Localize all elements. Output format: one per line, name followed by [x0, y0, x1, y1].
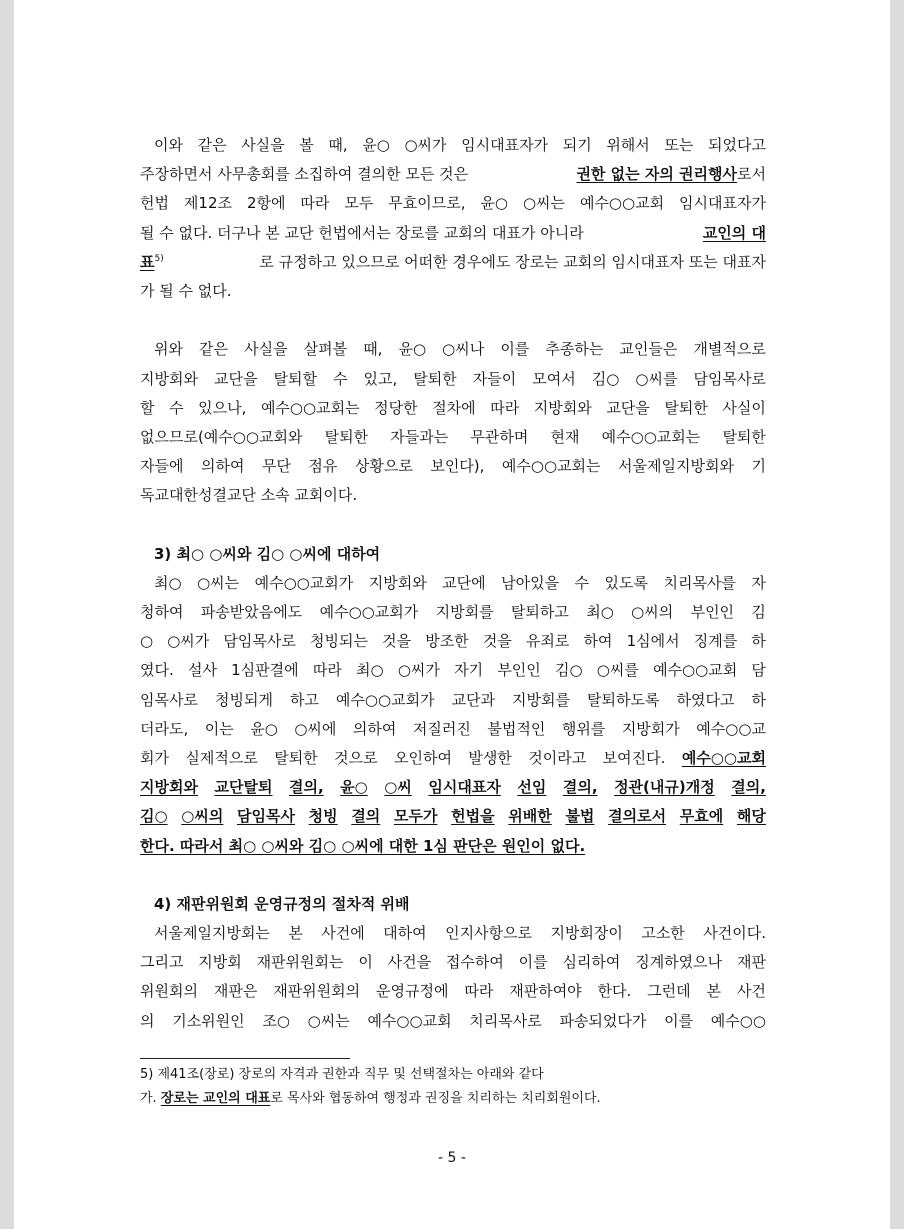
word: 본 [706, 982, 722, 1001]
word: 같은 [197, 136, 227, 154]
word: 서울제일지방회와 [618, 457, 734, 476]
paragraph-line [140, 977, 766, 1006]
word: 절차에 [432, 398, 476, 417]
word: 담임목사로 [223, 632, 296, 651]
word: 자 [751, 573, 766, 592]
word: 김 [751, 603, 766, 621]
word: 파송되었다가 [559, 1011, 647, 1030]
word: 지방회와 [368, 573, 427, 592]
word: 하여 [583, 632, 613, 651]
underlined-emphasis: 권한 없는 자의 권리행사 [576, 165, 738, 184]
word: 있고, [363, 369, 398, 388]
paragraph-line [140, 948, 766, 977]
word: 되기 [562, 136, 592, 154]
word: 기소위원인 [172, 1011, 245, 1030]
word: 추종하는 [545, 340, 604, 359]
word: 예수○○교회가 [254, 573, 354, 592]
word: 또는 [664, 136, 694, 154]
word: 이는 [204, 719, 234, 738]
word: ○씨의 [181, 807, 224, 826]
text-span: 로서 [737, 165, 766, 184]
word: 김○ [555, 661, 583, 680]
word: 고소한 [641, 924, 685, 943]
word: 김○ [591, 369, 620, 388]
word: 탈퇴한 [664, 398, 708, 417]
word: 탈퇴하도록 [587, 690, 660, 709]
word: 이를 [664, 1011, 694, 1030]
word: 2항에 [246, 194, 286, 213]
word: 행위를 [561, 719, 606, 738]
word: 지방회를 [435, 603, 494, 621]
text-span: 독교대한성결교단 소속 교회이다. [140, 486, 358, 505]
word: 사실을 [244, 340, 288, 359]
word: 하 [751, 690, 766, 709]
text-span: 로 목사와 협동하여 행정과 권징을 치리하는 치리회원이다. [270, 1091, 601, 1106]
word: 사실이 [722, 398, 766, 417]
section-heading: 4) 재판위원회 운영규정의 절차적 위배 [154, 894, 410, 913]
word: 윤○ [398, 340, 427, 359]
word: 따라 [300, 194, 330, 213]
paragraph-line [140, 919, 766, 948]
word: ○씨를 [635, 369, 678, 388]
word: 탈퇴한 [324, 427, 369, 446]
word: 1심에서 [626, 632, 680, 651]
word: 지방회 [198, 953, 242, 972]
word: 불법적인 [487, 719, 546, 738]
word: 같은 [199, 340, 229, 359]
word: 지방회와 [140, 369, 198, 388]
word: 따라 [464, 982, 494, 1001]
word: 지방회가 [621, 719, 680, 738]
word: 할 [140, 398, 155, 417]
text-span: 될 수 없다. 더구나 본 교단 헌법에서는 장로를 교회의 대표가 아니라 [140, 223, 584, 242]
word: 김○ [140, 807, 168, 826]
word: 징계를 [693, 632, 738, 651]
paragraph-line [140, 452, 766, 481]
paragraph-line [140, 335, 766, 364]
paragraph-line [140, 744, 766, 773]
word: 위배한 [508, 807, 552, 826]
section-heading: 3) 최○ ○씨와 김○ ○씨에 대하여 [154, 544, 381, 563]
word: 1심판결에 [231, 661, 299, 680]
word: 것을 [382, 632, 412, 651]
word: 때, [363, 340, 383, 359]
word: 임시대표자 [428, 778, 501, 797]
word: 본 [288, 924, 303, 943]
paragraph-line [140, 160, 766, 189]
word: ○씨가 [167, 632, 210, 651]
underlined-emphasis: 표 [140, 252, 155, 271]
word: 위와 [154, 340, 183, 359]
text-span: 로 규정하고 있으므로 어떠한 경우에도 장로는 교회의 임시대표자 또는 대표자 [259, 252, 766, 271]
word: 발생한 [468, 748, 512, 767]
word: 결의, [288, 778, 324, 797]
word: 헌법을 [451, 807, 495, 826]
paragraph-line [140, 802, 766, 831]
word: 청빙 [308, 807, 338, 826]
word: 대하여 [383, 924, 427, 943]
paragraph-line [140, 481, 766, 510]
word: ○씨는 [307, 1011, 350, 1030]
word: 결의 [351, 807, 381, 826]
word: 탈퇴하고 [510, 603, 569, 621]
word: 방조한 [425, 632, 469, 651]
paragraph-line [140, 686, 766, 715]
word: 청빙되는 [310, 632, 368, 651]
word: 예수○○ [710, 1011, 766, 1030]
word: 이를 [500, 340, 530, 359]
word: 치리목사로 [469, 1011, 542, 1030]
word: 예수○○교회 [653, 661, 738, 680]
word: 탈퇴한 [274, 748, 318, 767]
word: 결의, [731, 778, 766, 797]
paragraph-line [140, 219, 766, 248]
word: 사건 [736, 982, 766, 1001]
footnote-reference[interactable]: 5) [154, 253, 164, 264]
word: 예수○○교회는 [260, 398, 360, 417]
word: 위원회의 [140, 982, 198, 1001]
word: 재판위원회는 [256, 953, 344, 972]
paragraph-gap [140, 510, 766, 539]
paragraph-line [140, 598, 766, 627]
paragraph-line [140, 423, 766, 452]
word: ○씨를 [596, 661, 639, 680]
word: 의 [140, 1011, 155, 1030]
word: 헌법 [140, 194, 169, 213]
word: 교단과 [451, 690, 496, 709]
word: 윤○ [340, 778, 368, 797]
word: 예수○○교회는 [601, 427, 701, 446]
word: 예수○○교회 [579, 194, 665, 213]
word: 탈퇴할 [273, 369, 317, 388]
word: 이와 [154, 136, 183, 154]
text-span: 가. [140, 1091, 161, 1106]
paragraph-line [140, 715, 766, 744]
word: 있도록 [604, 573, 648, 592]
paragraph-line [140, 1007, 766, 1036]
word: 교단탈퇴 [214, 778, 273, 797]
text-span: 가 될 수 없다. [140, 281, 232, 300]
word: 실제적으로 [185, 748, 258, 767]
word: 탈퇴한 [413, 369, 457, 388]
word: 탈퇴한 [722, 427, 766, 446]
word: 지방회를 [512, 690, 571, 709]
word: 없으므로(예수○○교회와 [140, 427, 303, 446]
word: 재판 [736, 953, 766, 972]
word: ○씨나 [442, 340, 485, 359]
word: 부인인 [497, 661, 541, 680]
word: 해당 [736, 807, 766, 826]
word: 하 [751, 632, 766, 651]
word: 것을 [482, 632, 512, 651]
word: 교단에 [442, 573, 486, 592]
word: 윤○ [480, 194, 508, 213]
word: 설사 [187, 661, 217, 680]
word: 불법 [565, 807, 595, 826]
footnote-line: 5) 제41조(장로) 장로의 자격과 권한과 직무 및 선택절차는 아래와 같다 [140, 1067, 544, 1082]
word: 최○ [356, 661, 384, 680]
paragraph-line [140, 394, 766, 423]
paragraph-gap [140, 861, 766, 890]
word: 회가 [140, 748, 169, 767]
word: 되었다고 [708, 136, 766, 154]
word: 징계하였으나 [635, 953, 723, 972]
word: 그리고 [140, 953, 184, 972]
word: 파송받았음에도 [200, 603, 303, 621]
word: 모두 [344, 194, 374, 213]
word: 예수○○교회가 [335, 690, 435, 709]
word: ○씨 [384, 778, 412, 797]
word: 무효에 [679, 807, 724, 826]
word: 모두가 [393, 807, 438, 826]
word: 의하여 [200, 457, 245, 476]
word: 담임목사로 [693, 369, 766, 388]
word: 였다. [140, 661, 174, 680]
word: ○씨에 [294, 719, 337, 738]
word: 담 [751, 661, 766, 680]
page-number: - 5 - [438, 1150, 466, 1166]
word: 상황으로 [354, 457, 413, 476]
word: 재판위원회의 [273, 982, 361, 1001]
word: 따라 [490, 398, 520, 417]
word: 자들에 [140, 457, 184, 476]
word: 정당한 [374, 398, 418, 417]
word: 이를 [518, 953, 548, 972]
word: 하고 [289, 690, 319, 709]
word: 접수하여 [445, 953, 504, 972]
word: 담임목사 [237, 807, 295, 826]
word: 한다. [597, 982, 632, 1001]
word: 모여서 [532, 369, 576, 388]
word: 위해서 [606, 136, 650, 154]
word: 재판하여야 [509, 982, 582, 1001]
word: 사건이다. [703, 924, 766, 943]
word: 이 [358, 953, 373, 972]
word: ○씨는 [522, 194, 566, 213]
word: 정관(내규)개정 [614, 778, 715, 797]
word: 수 [169, 398, 184, 417]
word: 사실을 [241, 136, 285, 154]
underlined-emphasis: 교인의 대 [702, 223, 766, 242]
word: 임시대표자가 [679, 194, 766, 213]
paragraph-line [140, 248, 766, 277]
word: 재판은 [213, 982, 258, 1001]
paragraph-line [140, 189, 766, 218]
word: 치리목사를 [663, 573, 736, 592]
word: 살펴볼 [303, 340, 348, 359]
word: 오인하여 [394, 748, 452, 767]
paragraph-line [140, 773, 766, 802]
word: 것이라고 [528, 748, 587, 767]
word: 사건을 [387, 953, 432, 972]
underlined-emphasis: 장로는 교인의 대표 [160, 1091, 271, 1106]
word: 점유 [308, 457, 338, 476]
word: 지방회와 [533, 398, 592, 417]
paragraph-line [140, 656, 766, 685]
word: 조○ [262, 1011, 290, 1030]
word: ○씨는 [197, 573, 240, 592]
underlined-conclusion: 한다. 따라서 최○ ○씨와 김○ ○씨에 대한 1심 판단은 원인이 없다. [140, 836, 586, 855]
word: 교인들은 [619, 340, 678, 359]
word: 임목사로 [140, 690, 198, 709]
word: 지방회장이 [550, 924, 623, 943]
word: 유죄로 [525, 632, 570, 651]
footnote-separator [140, 1058, 350, 1059]
word: 있으나, [198, 398, 247, 417]
word: 자기 [454, 661, 484, 680]
word: 서울제일지방회는 [154, 924, 270, 943]
word: 결의로서 [608, 807, 667, 826]
underlined-emphasis: 예수○○교회 [681, 748, 766, 767]
word: 윤○ [362, 136, 390, 154]
word: 무효이므로, [388, 194, 466, 213]
word: 부인인 [690, 603, 735, 621]
word: 그런데 [647, 982, 691, 1001]
word: 무단 [261, 457, 291, 476]
word: 예수○○교 [696, 719, 766, 738]
document-page [14, 0, 890, 1229]
word: 지방회와 [140, 778, 198, 797]
word: 교단을 [606, 398, 650, 417]
word: 기 [751, 457, 766, 476]
word: 청하여 [140, 603, 184, 621]
paragraph-line [140, 131, 766, 160]
word: ○씨가 [404, 136, 447, 154]
paragraph-line [140, 277, 766, 306]
word: 때, [328, 136, 348, 154]
word: 최○ [586, 603, 614, 621]
word: 청빙되게 [214, 690, 273, 709]
word: 제12조 [183, 194, 232, 213]
word: 임시대표자가 [461, 136, 549, 154]
word: 자들이 [472, 369, 517, 388]
word: 윤○ [250, 719, 278, 738]
word: 무관하며 [470, 427, 529, 446]
word: 예수○○교회 [367, 1011, 452, 1030]
paragraph-line [140, 627, 766, 656]
word: 교단을 [213, 369, 258, 388]
page-body [140, 131, 766, 1036]
paragraph-line [140, 569, 766, 598]
word: 선임 [517, 778, 547, 797]
word: 자들과는 [390, 427, 449, 446]
word: 현재 [550, 427, 580, 446]
word: 하였다고 [676, 690, 735, 709]
paragraph-line [140, 365, 766, 394]
footnote-line [140, 1087, 780, 1111]
word: 최○ [154, 573, 182, 592]
word: 보여진다. [602, 748, 666, 767]
footnote-area [140, 1063, 780, 1111]
word: 보인다), [430, 457, 485, 476]
word: 수 [574, 573, 590, 592]
word: 인지사항으로 [445, 924, 533, 943]
word: 볼 [299, 136, 314, 154]
word: 예수○○교회가 [319, 603, 419, 621]
word: 예수○○교회는 [501, 457, 601, 476]
word: 저질러진 [412, 719, 471, 738]
word: 따라 [312, 661, 342, 680]
word: ○씨가 [397, 661, 440, 680]
word: ○ [140, 632, 154, 651]
word: 남아있을 [501, 573, 560, 592]
word: 개별적으로 [693, 340, 766, 359]
word: 심리하여 [562, 953, 621, 972]
word: 결의, [562, 778, 598, 797]
word: ○씨의 [631, 603, 674, 621]
paragraph-line [140, 832, 766, 861]
word: 더라도, [140, 719, 189, 738]
word: 것으로 [334, 748, 378, 767]
text-span: 주장하면서 사무총회를 소집하여 결의한 모든 것은 [140, 165, 469, 184]
word: 사건에 [321, 924, 365, 943]
word: 운영규정에 [376, 982, 449, 1001]
word: 의하여 [352, 719, 397, 738]
word: 수 [332, 369, 348, 388]
paragraph-gap [140, 306, 766, 335]
